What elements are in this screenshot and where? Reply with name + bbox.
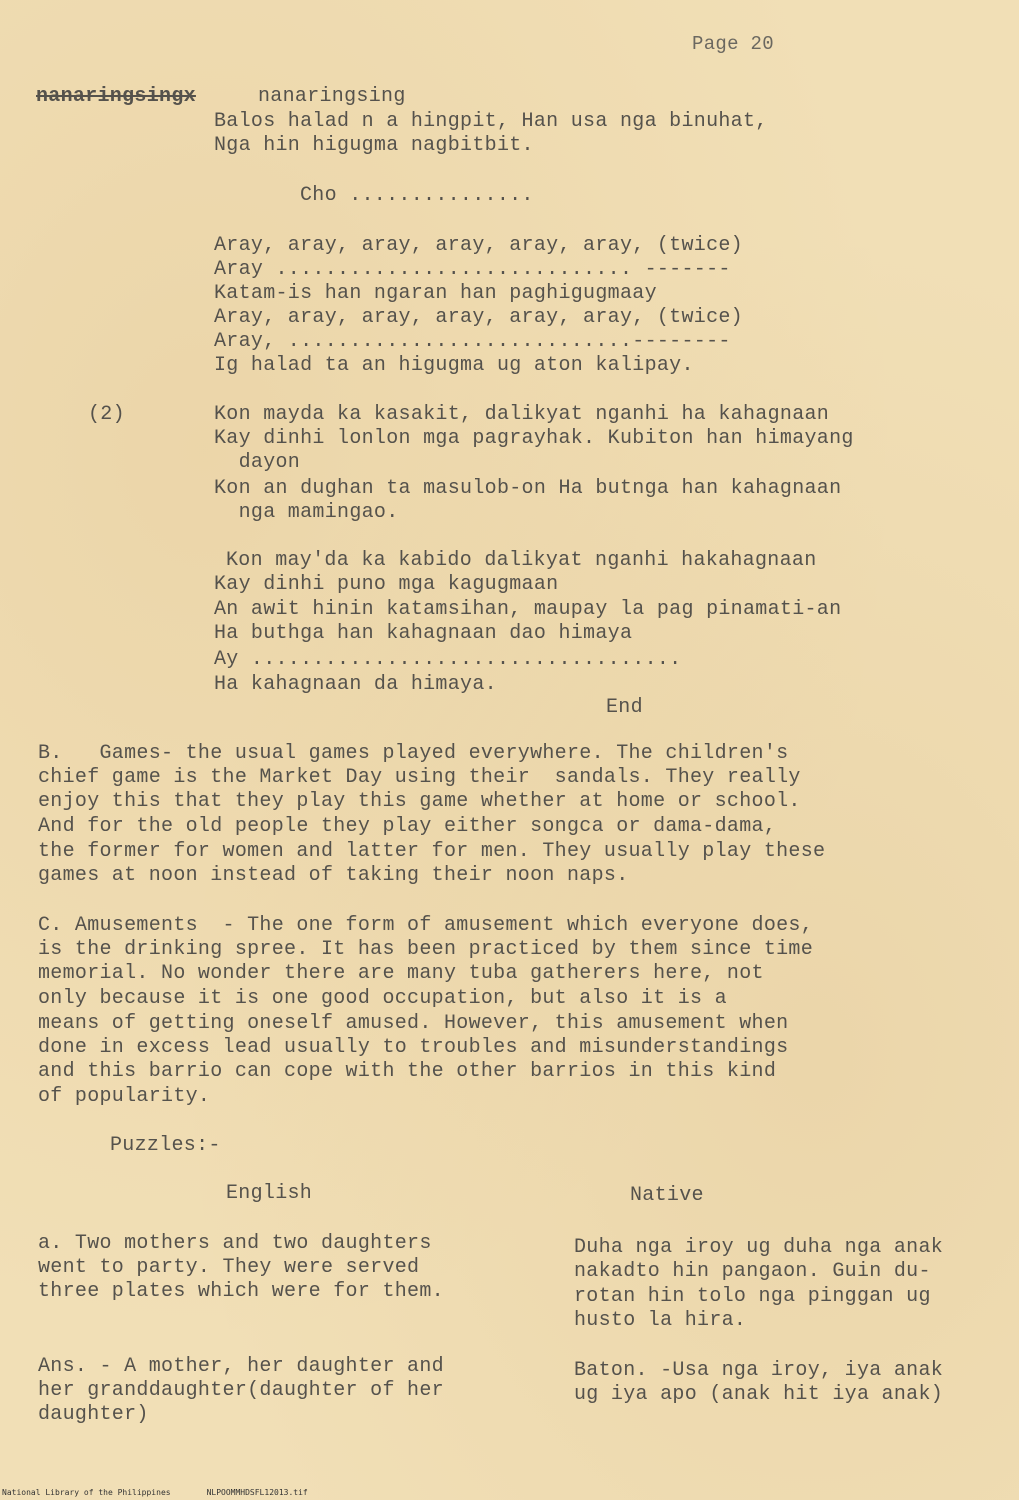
poem-line: Balos halad n a hingpit, Han usa nga binuhat, — [214, 110, 768, 133]
stanza-line: Ay ................................... — [214, 648, 682, 671]
puzzles-heading: Puzzles:- — [110, 1134, 221, 1157]
chorus-line: Ig halad ta an higugma ug aton kalipay. — [214, 354, 694, 377]
native-answer-line: ug iya apo (anak hit iya anak) — [574, 1383, 944, 1406]
chorus-line: Aray, aray, aray, aray, aray, aray, (twice) — [214, 234, 743, 257]
paragraph-line: only because it is one good occupation, but also it is a — [38, 987, 727, 1010]
paragraph-line: enjoy this that they play this game whether at home or school. — [38, 790, 801, 813]
native-column-heading: Native — [630, 1184, 704, 1207]
stanza-line: Kay dinhi puno mga kagugmaan — [214, 573, 559, 596]
chorus-line: Aray, ............................-------- — [214, 330, 731, 353]
chorus-label: Cho ............... — [300, 184, 534, 207]
paragraph-line: and this barrio can cope with the other barrios in this kind — [38, 1060, 777, 1083]
stanza-number: (2) — [88, 403, 125, 426]
english-answer-line: her granddaughter(daughter of her — [38, 1379, 444, 1402]
native-puzzle-line: husto la hira. — [574, 1309, 747, 1332]
native-answer-line: Baton. -Usa nga iroy, iya anak — [574, 1359, 944, 1382]
native-puzzle-line: Duha nga iroy ug duha nga anak — [574, 1236, 944, 1259]
stanza-line: Ha kahagnaan da himaya. — [214, 673, 497, 696]
paragraph-line: means of getting oneself amused. However, this amusement when — [38, 1012, 789, 1035]
paragraph-line: And for the old people they play either songca or dama-dama, — [38, 815, 777, 838]
stanza-line: nga mamingao. — [214, 501, 399, 524]
english-answer-line: daughter) — [38, 1403, 149, 1426]
stanza-line: Ha buthga han kahagnaan dao himaya — [214, 622, 633, 645]
stanza-line: Kon an dughan ta masulob-on Ha butnga han kahagnaan — [214, 477, 842, 500]
struck-word: nanaringsingx — [36, 85, 196, 108]
english-puzzle-line: went to party. They were served — [38, 1256, 420, 1279]
stanza-line: Kon may'da ka kabido dalikyat nganhi hakahagnaan — [226, 549, 817, 572]
paragraph-line: games at noon instead of taking their noon naps. — [38, 864, 629, 887]
paragraph-line: done in excess lead usually to troubles and misunderstandings — [38, 1036, 789, 1059]
scan-footer — [2, 1488, 344, 1497]
native-puzzle-line: nakadto hin pangaon. Guin du- — [574, 1260, 931, 1283]
paragraph-line: memorial. No wonder there are many tuba gatherers here, not — [38, 962, 764, 985]
english-answer-line: Ans. - A mother, her daughter and — [38, 1355, 444, 1378]
chorus-line: Katam-is han ngaran han paghigugmaay — [214, 282, 657, 305]
stanza-line: Kon mayda ka kasakit, dalikyat nganhi ha kahagnaan — [214, 403, 830, 426]
poem-line: Nga hin higugma nagbitbit. — [214, 134, 534, 157]
native-puzzle-line: rotan hin tolo nga pinggan ug — [574, 1285, 931, 1308]
stanza-line: An awit hinin katamsihan, maupay la pag pinamati-an — [214, 598, 842, 621]
chorus-line: Aray, aray, aray, aray, aray, aray, (twice) — [214, 306, 743, 329]
stanza-line: dayon — [214, 451, 301, 474]
paragraph-line: C. Amusements - The one form of amusement which everyone does, — [38, 914, 814, 937]
footer-file: NLPOOMMHDSFL12013.tif — [206, 1488, 308, 1497]
stanza-line: Kay dinhi lonlon mga pagrayhak. Kubiton han himayang — [214, 427, 854, 450]
english-puzzle-line: a. Two mothers and two daughters — [38, 1232, 432, 1255]
paragraph-line: is the drinking spree. It has been practiced by them since time — [38, 938, 814, 961]
paragraph-line: of popularity. — [38, 1085, 211, 1108]
english-puzzle-line: three plates which were for them. — [38, 1280, 444, 1303]
paragraph-line: chief game is the Market Day using their sandals. They really — [38, 766, 801, 789]
end-label: End — [606, 696, 643, 719]
chorus-line: Aray ............................. ------- — [214, 258, 731, 281]
page-number: Page 20 — [692, 33, 774, 55]
footer-library: National Library of the Philippines — [2, 1488, 171, 1497]
poem-lead-word: nanaringsing — [258, 85, 406, 108]
english-column-heading: English — [226, 1182, 313, 1205]
paragraph-line: the former for women and latter for men. They usually play these — [38, 840, 826, 863]
paragraph-line: B. Games- the usual games played everywhere. The children's — [38, 742, 789, 765]
